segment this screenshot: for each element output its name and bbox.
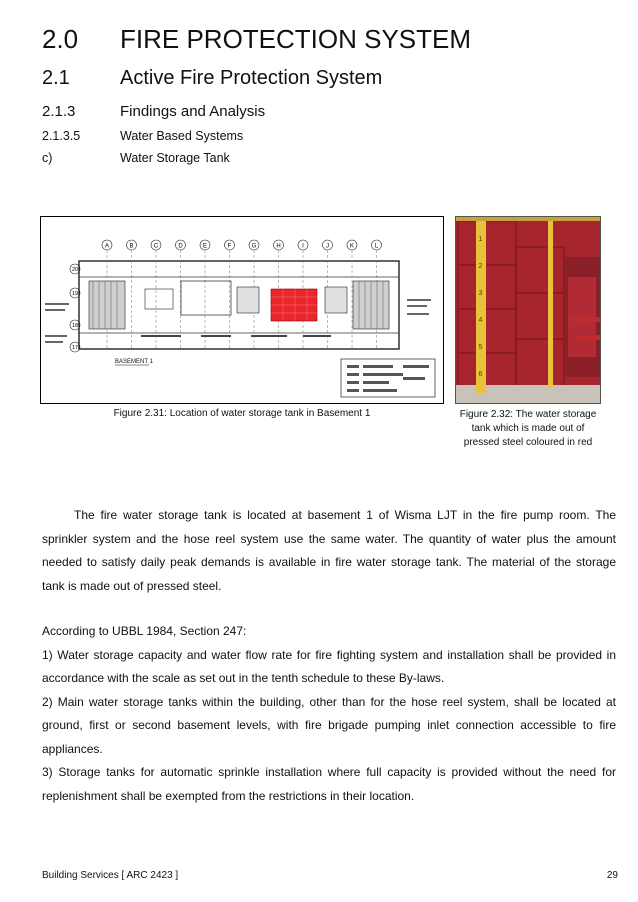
paragraph-tank-description: The fire water storage tank is located at basement 1 of Wisma LJT in the fire pump room. The sprinkler system and the hose reel system use the same water. The quantity of water plus the amount needed to satisfy daily peak demands is available in fire water storage tank. The material of the storage tank is made out of pressed steel.	[42, 508, 616, 593]
ubbl-rule-1: 1) Water storage capacity and water flow rate for fire fighting system and installation shall be provided in accordance with the scale as set out in the tenth schedule to these By-laws.	[42, 647, 616, 685]
figure-2-32-caption: Figure 2.32: The water storage tank which is made out of pressed steel coloured in red	[459, 409, 597, 448]
page-number: 29	[606, 870, 618, 881]
grid-letter-label: H	[276, 243, 281, 250]
water-tank-photo-drawing	[456, 217, 600, 403]
grid-letter-bubbles	[102, 240, 382, 250]
heading-title: Water Storage Tank	[120, 151, 230, 165]
heading-number: c)	[42, 151, 53, 165]
grid-letter-label: G	[251, 243, 257, 250]
footer-course-code: Building Services [ ARC 2423 ]	[42, 870, 179, 881]
heading-number: 2.1.3	[42, 103, 76, 120]
figure-2-31-caption: Figure 2.31: Location of water storage tank in Basement 1	[113, 408, 371, 419]
gauge-marker: 1	[478, 236, 483, 243]
grid-letter-label: A	[104, 243, 110, 250]
gauge-marker: 6	[478, 371, 483, 378]
ubbl-rule-2: 2) Main water storage tanks within the building, other than for the hose reel system, shall be located at ground, first or second basement levels, with fire brigade pumping inlet connection accessible to fire appliances.	[42, 694, 616, 756]
grid-letter-label: I	[302, 243, 304, 250]
grid-letter-label: E	[202, 243, 208, 250]
basement-floor-plan-figure	[40, 216, 444, 404]
grid-letter-label: D	[178, 243, 183, 250]
pump-room	[181, 281, 231, 315]
floor-plan-drawing	[41, 217, 443, 403]
heading-title: Water Based Systems	[120, 129, 244, 143]
grid-letter-label: L	[374, 243, 379, 250]
grid-letter-label: C	[153, 243, 159, 250]
heading-title: FIRE PROTECTION SYSTEM	[120, 24, 472, 54]
heading-title: Findings and Analysis	[120, 103, 266, 120]
grid-number-label: 17	[71, 345, 79, 352]
heading-number: 2.0	[42, 24, 79, 54]
ramp-left	[89, 281, 125, 329]
heading-number: 2.1.3.5	[42, 129, 81, 143]
grid-number-label: 18	[71, 323, 79, 330]
plan-level-label: BASEMENT 1	[115, 359, 153, 365]
grid-letter-label: K	[349, 243, 355, 250]
grid-letter-label: F	[227, 243, 232, 250]
ubbl-rule-3: 3) Storage tanks for automatic sprinkle installation where full capacity is provided without the need for replenishment shall be exempted from the restrictions in their location.	[42, 765, 616, 803]
grid-letter-label: J	[326, 243, 329, 250]
heading-title: Active Fire Protection System	[120, 67, 383, 89]
water-tank-photo	[455, 216, 601, 404]
gauge-marker: 2	[478, 263, 483, 270]
heading-number: 2.1	[42, 67, 70, 89]
gauge-marker: 5	[478, 344, 483, 351]
grid-number-label: 20	[71, 267, 79, 274]
gauge-marker: 3	[478, 290, 483, 297]
level-gauge-strip	[476, 217, 486, 393]
gauge-marker: 4	[478, 317, 483, 324]
grid-number-label: 19	[71, 291, 79, 298]
grid-letter-label: B	[129, 243, 134, 250]
ubbl-intro: According to UBBL 1984, Section 247:	[42, 624, 247, 638]
ubbl-section	[42, 620, 616, 808]
